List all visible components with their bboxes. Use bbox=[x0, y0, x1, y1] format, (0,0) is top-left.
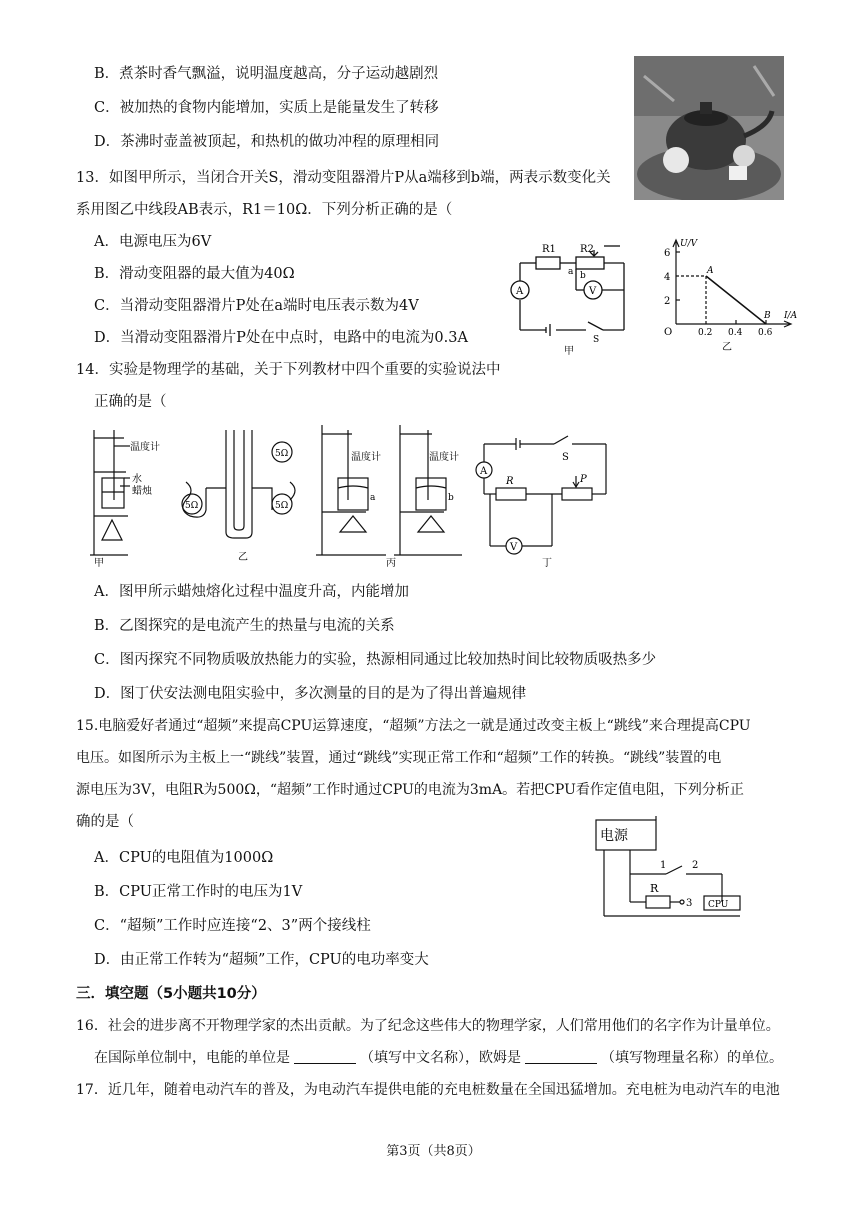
q16-blank-2[interactable] bbox=[525, 1049, 597, 1064]
q16-text-a: 在国际单位制中，电能的单位是 bbox=[94, 1050, 290, 1066]
q16-blank-1[interactable] bbox=[294, 1049, 356, 1064]
ytick-6: 6 bbox=[664, 248, 671, 259]
fig-yi-r2: 5Ω bbox=[275, 501, 289, 511]
voltmeter-symbol: V bbox=[589, 286, 597, 297]
fig-yi-r3: 5Ω bbox=[275, 449, 289, 459]
q15-jumper-diagram bbox=[590, 816, 750, 922]
q17-line1: 17．近几年，随着电动汽车的普及，为电动汽车提供电能的充电桩数量在全国迅猛增加。充电桩为电动汽车的电池 bbox=[76, 1082, 780, 1098]
q16-line2 bbox=[94, 1048, 783, 1068]
terminal-2: 2 bbox=[692, 860, 699, 871]
q12-option-d: D．茶沸时壶盖被顶起，和热机的做功冲程的原理相同 bbox=[94, 134, 440, 150]
xtick-0.2: 0.2 bbox=[698, 328, 713, 338]
xtick-0.4: 0.4 bbox=[728, 328, 743, 338]
q13-stem-line2: 系用图乙中线段AB表示，R1＝10Ω．下列分析正确的是（ bbox=[76, 202, 453, 218]
q14-option-c: C．图丙探究不同物质吸放热能力的实验，热源相同通过比较加热时间比较物质吸热多少 bbox=[94, 652, 657, 668]
graph-ylabel: U/V bbox=[680, 239, 698, 249]
q14-experiment-figures bbox=[86, 420, 626, 570]
power-source-label: 电源 bbox=[600, 828, 628, 844]
q16-line1: 16．社会的进步离不开物理学家的杰出贡献。为了纪念这些伟大的物理学家，人们常用他们的名字作为计量单位。 bbox=[76, 1018, 780, 1034]
cpu-label: CPU bbox=[708, 900, 729, 910]
q15-stem-line2: 电压。如图所示为主板上一“跳线”装置，通过“跳线”实现正常工作和“超频”工作的转换。“跳线”装置的电 bbox=[76, 750, 722, 766]
q14-option-b: B．乙图探究的是电流产生的热量与电流的关系 bbox=[94, 618, 395, 634]
tea-photo bbox=[634, 56, 784, 200]
fig-ding-ammeter: A bbox=[480, 466, 488, 477]
fig-bing-thermometer-left: 温度计 bbox=[351, 452, 381, 463]
q13-stem-line1: 13．如图甲所示，当闭合开关S，滑动变阻器滑片P从a端移到b端，两表示数变化关 bbox=[76, 170, 611, 186]
b-label: b bbox=[580, 271, 586, 281]
point-a: A bbox=[707, 266, 714, 276]
q15-stem-line3: 源电压为3V，电阻R为500Ω，“超频”工作时通过CPU的电流为3mA。若把CPU看作定值电阻，下列分析正 bbox=[76, 782, 744, 798]
caption-yi: 乙 bbox=[722, 342, 732, 353]
q14-option-d: D．图丁伏安法测电阻实验中，多次测量的目的是为了得出普遍规律 bbox=[94, 686, 527, 702]
q13-option-c: C．当滑动变阻器滑片P处在a端时电压表示数为4V bbox=[94, 298, 419, 314]
fig-yi-r1: 5Ω bbox=[185, 501, 199, 511]
caption-fig-bing: 丙 bbox=[386, 558, 396, 569]
q16-text-b: （填写中文名称），欧姆是 bbox=[360, 1050, 521, 1066]
terminal-3: 3 bbox=[686, 898, 693, 909]
q16-text-c: （填写物理量名称）的单位。 bbox=[601, 1050, 783, 1066]
fig-bing-thermometer-right: 温度计 bbox=[429, 452, 459, 463]
xtick-0.6: 0.6 bbox=[758, 328, 773, 338]
r1-label: R1 bbox=[542, 244, 556, 255]
q15-stem-line4: 确的是（ bbox=[76, 814, 134, 830]
r2-label: R2 bbox=[580, 244, 594, 255]
q15-option-b: B．CPU正常工作时的电压为1V bbox=[94, 884, 303, 900]
a-label: a bbox=[568, 267, 574, 277]
ammeter-symbol: A bbox=[516, 286, 524, 297]
caption-jia: 甲 bbox=[564, 346, 574, 356]
q14-option-a: A．图甲所示蜡烛熔化过程中温度升高，内能增加 bbox=[94, 584, 409, 600]
ytick-2: 2 bbox=[664, 296, 671, 307]
fig-jia-water: 水 bbox=[132, 474, 142, 485]
q15-option-c: C．“超频”工作时应连接“2、3”两个接线柱 bbox=[94, 918, 371, 934]
q15-stem-line1: 15.电脑爱好者通过“超频”来提高CPU运算速度，“超频”方法之一就是通过改变主板上“跳线”来合理提高CPU bbox=[76, 718, 751, 734]
q14-stem-line1: 14．实验是物理学的基础，关于下列教材中四个重要的实验说法中 bbox=[76, 362, 501, 378]
caption-fig-jia: 甲 bbox=[94, 558, 104, 569]
fig-bing-b: b bbox=[448, 493, 454, 503]
q13-option-b: B．滑动变阻器的最大值为40Ω bbox=[94, 266, 295, 282]
fig-ding-voltmeter: V bbox=[510, 542, 518, 553]
section-title-fill-in: 三．填空题（5小题共10分） bbox=[76, 986, 266, 1002]
ytick-4: 4 bbox=[664, 272, 671, 283]
point-b: B bbox=[764, 311, 771, 321]
q12-option-b: B．煮茶时香气飘溢，说明温度越高，分子运动越剧烈 bbox=[94, 66, 439, 82]
q14-stem-line2: 正确的是（ bbox=[94, 394, 167, 410]
q13-circuit-diagram bbox=[508, 238, 638, 356]
fig-jia-thermometer: 温度计 bbox=[130, 442, 160, 453]
caption-fig-ding: 丁 bbox=[542, 558, 552, 569]
q13-graph bbox=[660, 236, 800, 354]
fig-ding-p: P bbox=[580, 474, 587, 485]
terminal-1: 1 bbox=[660, 860, 667, 871]
q13-option-d: D．当滑动变阻器滑片P处在中点时，电路中的电流为0.3A bbox=[94, 330, 468, 346]
q12-option-c: C．被加热的食物内能增加，实质上是能量发生了转移 bbox=[94, 100, 439, 116]
switch-label: S bbox=[593, 335, 600, 345]
graph-origin: O bbox=[664, 327, 673, 338]
fig-ding-r: R bbox=[506, 476, 514, 487]
q13-option-a: A．电源电压为6V bbox=[94, 234, 212, 250]
fig-bing-a: a bbox=[370, 493, 376, 503]
q15-option-a: A．CPU的电阻值为1000Ω bbox=[94, 850, 274, 866]
fig-ding-switch: S bbox=[562, 452, 569, 463]
page-number: 第3页（共8页） bbox=[386, 1144, 481, 1159]
caption-fig-yi: 乙 bbox=[238, 552, 248, 563]
fig-jia-wax: 蜡烛 bbox=[132, 486, 152, 497]
resistor-r-label: R bbox=[650, 882, 659, 895]
graph-xlabel: I/A bbox=[784, 311, 798, 321]
q15-option-d: D．由正常工作转为“超频”工作，CPU的电功率变大 bbox=[94, 952, 429, 968]
